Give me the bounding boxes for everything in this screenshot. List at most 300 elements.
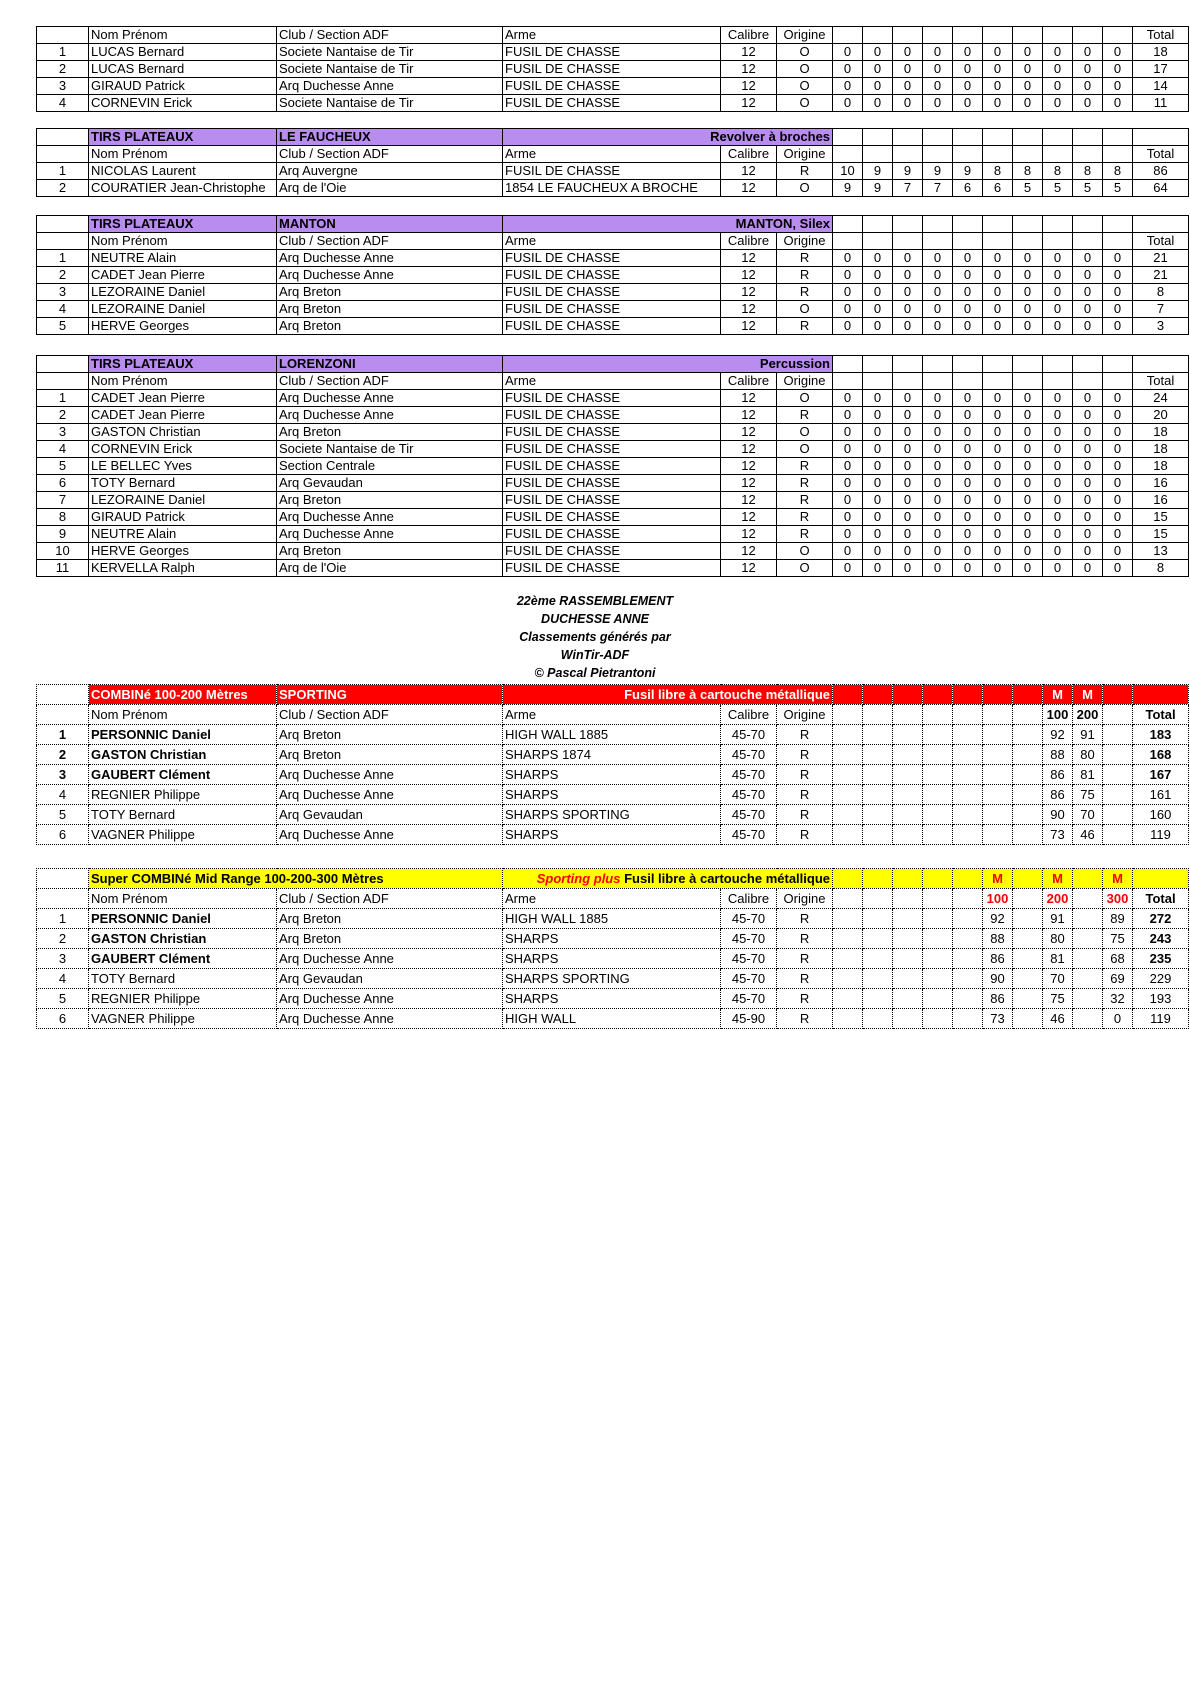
table-cell	[833, 949, 863, 969]
table-cell	[833, 785, 863, 805]
total-cell: 15	[1133, 509, 1189, 526]
table-cell	[1073, 949, 1103, 969]
score-cell: 0	[1103, 1009, 1133, 1029]
score-cell: 0	[923, 424, 953, 441]
score-cell: 7	[893, 180, 923, 197]
rank-cell: 2	[37, 929, 89, 949]
score-cell: 0	[1103, 458, 1133, 475]
distance-marker: M	[1043, 685, 1073, 705]
name-cell: REGNIER Philippe	[89, 785, 277, 805]
rank-cell: 2	[37, 407, 89, 424]
table-cell	[953, 725, 983, 745]
table-cell	[1073, 233, 1103, 250]
club-cell: Arq Duchesse Anne	[277, 785, 503, 805]
score-cell: 0	[1013, 509, 1043, 526]
score-cell: 86	[1043, 765, 1073, 785]
calibre-cell: 45-70	[721, 929, 777, 949]
total-cell: 18	[1133, 441, 1189, 458]
table-row	[37, 725, 1189, 745]
score-cell: 0	[833, 441, 863, 458]
club-cell: Societe Nantaise de Tir	[277, 441, 503, 458]
arme-cell: FUSIL DE CHASSE	[503, 543, 721, 560]
column-header: Origine	[777, 233, 833, 250]
origine-cell: O	[777, 441, 833, 458]
club-cell: Arq Duchesse Anne	[277, 526, 503, 543]
column-header: Arme	[503, 233, 721, 250]
score-cell: 0	[953, 458, 983, 475]
table-cell	[863, 869, 893, 889]
calibre-cell: 12	[721, 407, 777, 424]
table-cell	[1103, 685, 1133, 705]
score-cell: 0	[863, 424, 893, 441]
score-cell: 0	[953, 390, 983, 407]
table-cell	[923, 725, 953, 745]
column-header: Arme	[503, 146, 721, 163]
club-cell: Arq Gevaudan	[277, 805, 503, 825]
club-cell: Arq de l'Oie	[277, 560, 503, 577]
table-cell	[1013, 27, 1043, 44]
origine-cell: R	[777, 163, 833, 180]
table-cell	[1013, 685, 1043, 705]
score-cell: 0	[983, 390, 1013, 407]
rank-cell: 3	[37, 765, 89, 785]
calibre-cell: 45-90	[721, 1009, 777, 1029]
score-cell: 0	[923, 61, 953, 78]
calibre-cell: 12	[721, 301, 777, 318]
score-cell: 86	[983, 989, 1013, 1009]
score-cell: 0	[953, 95, 983, 112]
score-cell: 0	[1013, 526, 1043, 543]
score-cell: 0	[1073, 458, 1103, 475]
score-cell: 0	[1073, 301, 1103, 318]
table-cell	[1103, 745, 1133, 765]
table-cell	[1013, 825, 1043, 845]
calibre-cell: 12	[721, 250, 777, 267]
table-cell	[863, 909, 893, 929]
origine-cell: R	[777, 509, 833, 526]
table-cell	[863, 745, 893, 765]
calibre-cell: 12	[721, 163, 777, 180]
club-cell: Arq Breton	[277, 725, 503, 745]
score-cell: 0	[1043, 284, 1073, 301]
score-cell: 0	[1103, 526, 1133, 543]
arme-cell: SHARPS	[503, 765, 721, 785]
table-cell	[893, 869, 923, 889]
score-cell: 0	[953, 492, 983, 509]
score-cell: 0	[1073, 44, 1103, 61]
score-cell: 8	[1013, 163, 1043, 180]
name-cell: GIRAUD Patrick	[89, 509, 277, 526]
table-cell	[893, 745, 923, 765]
calibre-cell: 12	[721, 390, 777, 407]
table-row	[37, 27, 1189, 44]
column-header: Nom Prénom	[89, 373, 277, 390]
arme-cell: HIGH WALL	[503, 1009, 721, 1029]
rank-cell: 4	[37, 301, 89, 318]
table-cell	[863, 129, 893, 146]
column-header: Nom Prénom	[89, 705, 277, 725]
table-cell	[893, 685, 923, 705]
score-cell: 0	[923, 284, 953, 301]
name-cell: PERSONNIC Daniel	[89, 909, 277, 929]
table-cell	[1043, 27, 1073, 44]
score-cell: 0	[953, 250, 983, 267]
club-cell: Arq Duchesse Anne	[277, 509, 503, 526]
column-header: Arme	[503, 889, 721, 909]
table-cell	[1013, 356, 1043, 373]
score-cell: 0	[983, 441, 1013, 458]
table-row	[37, 705, 1189, 725]
table-cell	[863, 233, 893, 250]
table-cell	[953, 989, 983, 1009]
score-cell: 9	[923, 163, 953, 180]
arme-cell: FUSIL DE CHASSE	[503, 61, 721, 78]
table-cell	[893, 805, 923, 825]
table-row	[37, 889, 1189, 909]
name-cell: KERVELLA Ralph	[89, 560, 277, 577]
score-cell: 0	[1103, 543, 1133, 560]
score-cell: 0	[923, 250, 953, 267]
total-cell: 14	[1133, 78, 1189, 95]
score-cell: 0	[1013, 267, 1043, 284]
table-cell	[863, 825, 893, 845]
rank-cell: 6	[37, 1009, 89, 1029]
score-cell: 0	[983, 475, 1013, 492]
column-header: Club / Section ADF	[277, 373, 503, 390]
score-cell: 0	[1073, 95, 1103, 112]
name-cell: REGNIER Philippe	[89, 989, 277, 1009]
column-header: Club / Section ADF	[277, 146, 503, 163]
score-cell: 0	[923, 407, 953, 424]
score-cell: 0	[1013, 301, 1043, 318]
caption-line: © Pascal Pietrantoni	[534, 666, 656, 680]
name-cell: LEZORAINE Daniel	[89, 301, 277, 318]
table-cell	[1073, 889, 1103, 909]
score-cell: 7	[923, 180, 953, 197]
table-cell	[833, 825, 863, 845]
score-cell: 0	[1013, 284, 1043, 301]
score-cell: 0	[1103, 509, 1133, 526]
section-name: SPORTING	[277, 685, 503, 705]
score-cell: 0	[893, 267, 923, 284]
total-cell: 20	[1133, 407, 1189, 424]
table-cell	[893, 949, 923, 969]
section-type: MANTON, Silex	[503, 216, 833, 233]
table-cell	[863, 27, 893, 44]
table-cell	[983, 216, 1013, 233]
column-header: 200	[1073, 705, 1103, 725]
table-row	[37, 949, 1189, 969]
rank-cell: 3	[37, 949, 89, 969]
name-cell: GAUBERT Clément	[89, 949, 277, 969]
score-cell: 0	[953, 301, 983, 318]
table-cell	[1103, 705, 1133, 725]
table-cell	[863, 685, 893, 705]
table-cell	[1013, 989, 1043, 1009]
score-cell: 8	[1073, 163, 1103, 180]
score-cell: 0	[923, 543, 953, 560]
score-cell: 9	[863, 163, 893, 180]
table-cell	[863, 765, 893, 785]
table-cell	[1103, 765, 1133, 785]
column-header: Nom Prénom	[89, 27, 277, 44]
table-row	[37, 267, 1189, 284]
table-cell	[953, 949, 983, 969]
table-cell	[953, 825, 983, 845]
score-cell: 0	[1043, 475, 1073, 492]
arme-cell: FUSIL DE CHASSE	[503, 95, 721, 112]
table-cell	[923, 909, 953, 929]
table-cell	[863, 705, 893, 725]
table-cell	[1073, 27, 1103, 44]
arme-cell: FUSIL DE CHASSE	[503, 492, 721, 509]
score-cell: 0	[1043, 492, 1073, 509]
score-cell: 0	[863, 284, 893, 301]
score-cell: 0	[1013, 543, 1043, 560]
club-cell: Arq Breton	[277, 492, 503, 509]
origine-cell: O	[777, 424, 833, 441]
score-cell: 0	[953, 441, 983, 458]
score-cell: 0	[983, 458, 1013, 475]
table-cell	[983, 129, 1013, 146]
column-header: Origine	[777, 889, 833, 909]
table-cell	[833, 909, 863, 929]
calibre-cell: 12	[721, 180, 777, 197]
origine-cell: R	[777, 526, 833, 543]
table-cell	[983, 685, 1013, 705]
origine-cell: R	[777, 318, 833, 335]
name-cell: PERSONNIC Daniel	[89, 725, 277, 745]
origine-cell: R	[777, 725, 833, 745]
score-cell: 0	[983, 509, 1013, 526]
table-row	[37, 509, 1189, 526]
score-cell: 0	[893, 407, 923, 424]
total-cell: 64	[1133, 180, 1189, 197]
calibre-cell: 12	[721, 424, 777, 441]
table-cell	[923, 27, 953, 44]
origine-cell: R	[777, 909, 833, 929]
score-cell: 88	[983, 929, 1013, 949]
table-cell	[1103, 785, 1133, 805]
total-cell: 11	[1133, 95, 1189, 112]
table-cell	[923, 869, 953, 889]
club-cell: Arq Breton	[277, 909, 503, 929]
table-cell	[983, 825, 1013, 845]
table-cell	[923, 705, 953, 725]
table-cell	[923, 146, 953, 163]
name-cell: COURATIER Jean-Christophe	[89, 180, 277, 197]
score-cell: 0	[953, 78, 983, 95]
score-cell: 0	[983, 543, 1013, 560]
table-cell	[833, 373, 863, 390]
table-cell	[1013, 146, 1043, 163]
calibre-cell: 12	[721, 318, 777, 335]
table-cell	[833, 216, 863, 233]
score-cell: 0	[983, 526, 1013, 543]
name-cell: GAUBERT Clément	[89, 765, 277, 785]
total-cell: 119	[1133, 825, 1189, 845]
club-cell: Arq Duchesse Anne	[277, 765, 503, 785]
table-cell	[863, 929, 893, 949]
name-cell: CADET Jean Pierre	[89, 267, 277, 284]
name-cell: NEUTRE Alain	[89, 250, 277, 267]
score-cell: 0	[923, 390, 953, 407]
score-cell: 0	[893, 560, 923, 577]
table-cell	[37, 216, 89, 233]
table-cell	[1103, 27, 1133, 44]
table-cell	[953, 1009, 983, 1029]
score-cell: 0	[893, 475, 923, 492]
table-cell	[923, 216, 953, 233]
rank-cell: 7	[37, 492, 89, 509]
table-cell	[893, 725, 923, 745]
score-cell: 0	[1013, 475, 1043, 492]
calibre-cell: 12	[721, 475, 777, 492]
table-cell	[37, 373, 89, 390]
origine-cell: O	[777, 543, 833, 560]
table-cell	[863, 356, 893, 373]
table-cell	[863, 725, 893, 745]
table-row	[37, 458, 1189, 475]
total-cell: 7	[1133, 301, 1189, 318]
table-cell	[1013, 705, 1043, 725]
score-cell: 0	[893, 424, 923, 441]
calibre-cell: 45-70	[721, 765, 777, 785]
table-body	[36, 128, 1189, 197]
score-cell: 32	[1103, 989, 1133, 1009]
score-cell: 0	[893, 301, 923, 318]
score-cell: 0	[983, 267, 1013, 284]
arme-cell: SHARPS	[503, 825, 721, 845]
table-cell	[923, 373, 953, 390]
club-cell: Arq Duchesse Anne	[277, 390, 503, 407]
table-body	[36, 26, 1189, 112]
score-cell: 0	[1073, 560, 1103, 577]
table-cell	[1043, 233, 1073, 250]
table-cell	[1013, 233, 1043, 250]
table-cell	[863, 216, 893, 233]
score-cell: 0	[923, 301, 953, 318]
rank-cell: 10	[37, 543, 89, 560]
table-cell	[1013, 765, 1043, 785]
score-cell: 0	[953, 61, 983, 78]
score-cell: 46	[1073, 825, 1103, 845]
table-cell	[923, 233, 953, 250]
table-cell	[893, 989, 923, 1009]
column-header: 200	[1043, 889, 1073, 909]
table-cell	[1013, 889, 1043, 909]
table-cell	[893, 129, 923, 146]
table-cell	[833, 1009, 863, 1029]
score-cell: 0	[893, 526, 923, 543]
origine-cell: R	[777, 745, 833, 765]
rank-cell: 4	[37, 969, 89, 989]
calibre-cell: 12	[721, 458, 777, 475]
origine-cell: O	[777, 560, 833, 577]
table-cell	[953, 129, 983, 146]
score-cell: 0	[1013, 492, 1043, 509]
section-category: Super COMBINé Mid Range 100-200-300 Mètres	[89, 869, 503, 889]
score-cell: 0	[1103, 44, 1133, 61]
origine-cell: R	[777, 284, 833, 301]
score-cell: 0	[833, 390, 863, 407]
score-cell: 0	[1073, 284, 1103, 301]
score-cell: 0	[1103, 441, 1133, 458]
score-cell: 0	[1043, 44, 1073, 61]
score-cell: 0	[1103, 492, 1133, 509]
table-row	[37, 390, 1189, 407]
score-cell: 5	[1013, 180, 1043, 197]
table-cell	[953, 889, 983, 909]
score-cell: 0	[863, 492, 893, 509]
rank-cell: 4	[37, 441, 89, 458]
section-category: TIRS PLATEAUX	[89, 129, 277, 146]
club-cell: Arq Duchesse Anne	[277, 989, 503, 1009]
calibre-cell: 12	[721, 543, 777, 560]
name-cell: GIRAUD Patrick	[89, 78, 277, 95]
arme-cell: FUSIL DE CHASSE	[503, 267, 721, 284]
table-cell	[893, 929, 923, 949]
score-cell: 0	[923, 560, 953, 577]
table-cell	[983, 705, 1013, 725]
total-cell: 272	[1133, 909, 1189, 929]
club-cell: Arq Breton	[277, 424, 503, 441]
score-cell: 90	[1043, 805, 1073, 825]
score-cell: 0	[1073, 78, 1103, 95]
score-cell: 73	[1043, 825, 1073, 845]
table-cell	[983, 785, 1013, 805]
score-cell: 0	[1013, 61, 1043, 78]
table-cell	[1013, 129, 1043, 146]
calibre-cell: 45-70	[721, 785, 777, 805]
arme-cell: SHARPS 1874	[503, 745, 721, 765]
table-cell	[953, 705, 983, 725]
table-cell	[953, 373, 983, 390]
origine-cell: O	[777, 390, 833, 407]
score-cell: 0	[1043, 441, 1073, 458]
score-cell: 0	[893, 95, 923, 112]
rank-cell: 2	[37, 61, 89, 78]
score-cell: 0	[1013, 318, 1043, 335]
calibre-cell: 12	[721, 492, 777, 509]
column-header: 100	[983, 889, 1013, 909]
table-row	[37, 441, 1189, 458]
score-cell: 0	[833, 407, 863, 424]
calibre-cell: 12	[721, 78, 777, 95]
club-cell: Arq Duchesse Anne	[277, 949, 503, 969]
club-cell: Arq Breton	[277, 929, 503, 949]
score-cell: 0	[833, 78, 863, 95]
score-cell: 0	[1043, 407, 1073, 424]
column-header: Total	[1133, 233, 1189, 250]
section-category: TIRS PLATEAUX	[89, 216, 277, 233]
table-cell	[953, 785, 983, 805]
table-cell	[923, 685, 953, 705]
club-cell: Arq Breton	[277, 543, 503, 560]
club-cell: Arq Duchesse Anne	[277, 1009, 503, 1029]
table-cell	[923, 825, 953, 845]
arme-cell: 1854 LE FAUCHEUX A BROCHE	[503, 180, 721, 197]
club-cell: Section Centrale	[277, 458, 503, 475]
name-cell: TOTY Bernard	[89, 969, 277, 989]
table-cell	[1043, 373, 1073, 390]
table-cell	[863, 989, 893, 1009]
event-caption	[0, 592, 1190, 682]
table-cell	[833, 765, 863, 785]
score-cell: 70	[1043, 969, 1073, 989]
name-cell: LUCAS Bernard	[89, 44, 277, 61]
club-cell: Arq Duchesse Anne	[277, 267, 503, 284]
